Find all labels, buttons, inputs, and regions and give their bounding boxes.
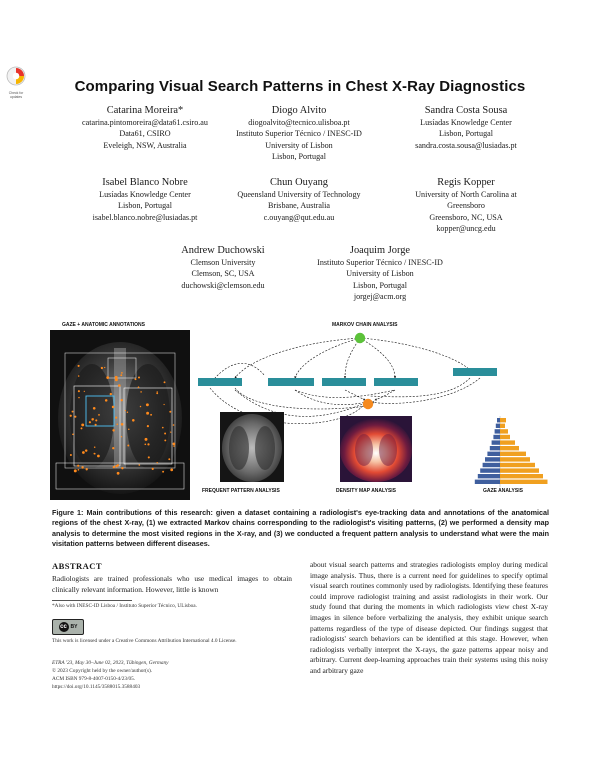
footnote: *Also with INESC-ID Lisboa / Instituto Superior Técnico, ULisboa. <box>52 603 197 609</box>
gaze-bar-blue <box>496 424 500 428</box>
gaze-fixation <box>150 414 152 416</box>
gaze-bar-orange <box>500 418 506 422</box>
abstract-heading: ABSTRACT <box>52 561 102 571</box>
gaze-fixation <box>82 451 85 454</box>
markov-state-node <box>198 378 242 386</box>
author-email[interactable]: diogoalvito@tecnico.ulisboa.pt <box>248 118 350 127</box>
author-location: Lisbon, Portugal <box>439 129 493 139</box>
author-location: Greensboro, NC, USA <box>429 212 503 222</box>
author-block-2 <box>214 104 384 163</box>
gaze-fixation <box>168 458 170 460</box>
gaze-fixation <box>74 469 77 472</box>
gaze-fixation <box>164 439 166 441</box>
gaze-fixation <box>163 404 164 405</box>
author-location: Brisbane, Australia <box>267 201 331 211</box>
author-location: Lisbon, Portugal <box>118 201 172 211</box>
gaze-fixation <box>121 399 123 401</box>
gaze-fixation <box>112 406 115 409</box>
gaze-fixation <box>121 436 122 437</box>
author-affiliation: University of North Carolina at <box>415 190 517 199</box>
author-block-8 <box>295 244 465 303</box>
gaze-bar-orange <box>500 468 539 472</box>
gaze-bar-blue <box>480 468 500 472</box>
gaze-fixation <box>162 427 164 429</box>
venue-line: ETRA '23, May 30–June 02, 2023, Tübingen, Germany <box>52 660 169 666</box>
gaze-fixation <box>121 467 123 469</box>
gaze-fixation <box>118 384 121 387</box>
gaze-fixation <box>170 469 173 472</box>
gaze-bar-blue <box>495 429 500 433</box>
gaze-fixation <box>135 378 137 380</box>
gaze-fixation <box>70 454 72 456</box>
gaze-fixation <box>138 376 140 378</box>
gaze-fixation <box>94 453 96 455</box>
markov-state-node <box>268 378 314 386</box>
gaze-bar-orange <box>500 452 526 456</box>
gaze-fixation <box>106 376 109 379</box>
gaze-fixation <box>101 367 103 369</box>
author-location: Eveleigh, NSW, Australia <box>103 140 187 150</box>
author-email[interactable]: duchowski@clemson.edu <box>181 280 265 290</box>
gaze-fixation <box>78 365 80 367</box>
gaze-bar-blue <box>483 463 500 467</box>
gaze-fixation <box>146 403 149 406</box>
gaze-analysis-barchart <box>475 416 548 487</box>
author-name: Catarina Moreira* <box>106 105 184 116</box>
author-name: Joaquim Jorge <box>349 245 411 256</box>
author-email[interactable]: sandra.costa.sousa@lusiadas.pt <box>415 140 517 150</box>
author-email[interactable]: catarina.pintomoreira@data61.csiro.au <box>82 118 208 127</box>
gaze-fixation <box>147 443 149 445</box>
author-affiliation: Data61, CSIRO <box>119 129 171 139</box>
markov-end-node <box>363 399 373 409</box>
gaze-fixation <box>94 447 95 448</box>
figure-graphic <box>50 318 550 502</box>
gaze-fixation <box>77 465 79 467</box>
markov-state-node <box>374 378 418 386</box>
author-location: Lisbon, Portugal <box>353 280 407 290</box>
gaze-fixation <box>81 423 84 426</box>
teaser-figure <box>50 318 550 502</box>
gaze-bar-blue <box>497 418 500 422</box>
author-name: Andrew Duchowski <box>181 245 265 256</box>
abstract-right-text: about visual search patterns and strategies radiologists employ during medical image analysis. Thus, there is a current need for guidelines to specify optimal visual search routines commonly used by radiologists. Identifying these features could improve radiologist training and assist radiologists in their work. Our study found that during the moments in which radiologists view chest X-ray images in silence before verbalizing the analysis, they exhibit unique search patterns regardless of the type of disease depicted. Our findings suggest that radiologists' search behaviors can be identified at this stage. However, when radiologists verbally interpret the X-rays, the gaze patterns appear noisy and arbitrary. Current deep-learning approaches train their systems using this noisy and arbitrary gaze <box>310 560 548 675</box>
gaze-bar-blue <box>490 446 500 450</box>
gaze-fixation <box>84 391 85 392</box>
gaze-fixation <box>74 416 76 418</box>
figure-caption: Figure 1: Main contributions of this research: given a dataset containing a radiologist's eye-tracking data and annotations of the anatomical regions of the chest X-ray, (1) we extracted Markov chains corresponding to the radiologist's visiting patterns, (2) we performed a density map analysis to determine the most visited regions in the X-ray, and (3) we conducted a frequent pattern analysis to understand what were the main visitation patterns between different diseases. <box>52 508 549 549</box>
author-block-4 <box>60 176 230 223</box>
gaze-fixation <box>148 456 150 458</box>
gaze-fixation <box>72 411 74 413</box>
gaze-fixation <box>104 367 105 368</box>
gaze-fixation <box>157 391 158 392</box>
author-university: University of Lisbon <box>346 269 414 279</box>
author-affiliation: Instituto Superior Técnico / INESC-ID <box>317 258 443 267</box>
cc-icon: cc <box>60 624 67 630</box>
gaze-fixation <box>127 412 128 413</box>
gaze-bar-orange <box>500 435 510 439</box>
gaze-fixation <box>110 393 112 395</box>
gaze-fixation <box>113 466 115 468</box>
author-block-6 <box>381 176 551 235</box>
gaze-fixation <box>70 415 72 417</box>
author-block-7 <box>138 244 308 291</box>
gaze-fixation <box>115 465 118 468</box>
gaze-fixation <box>95 419 97 421</box>
gaze-fixation <box>112 447 114 449</box>
author-affiliation: Lusíadas Knowledge Center <box>420 118 512 127</box>
gaze-fixation <box>156 392 158 394</box>
gaze-fixation <box>81 427 83 429</box>
by-icon: BY <box>70 624 78 630</box>
isbn-line: ACM ISBN 979-8-4007-0150-4/23/05. <box>52 676 136 682</box>
author-university: University of Lisbon <box>265 140 333 150</box>
markov-state-node <box>322 378 366 386</box>
gaze-fixation <box>81 466 83 468</box>
gaze-fixation <box>173 443 176 446</box>
gaze-fixation <box>127 445 129 447</box>
gaze-fixation <box>156 462 157 463</box>
panel-label-gaze: GAZE + ANATOMIC ANNOTATIONS <box>62 322 146 328</box>
gaze-fixation <box>72 433 74 435</box>
gaze-bar-orange <box>500 440 515 444</box>
author-affiliation: Instituto Superior Técnico / INESC-ID <box>236 129 362 139</box>
author-block-1 <box>60 104 230 151</box>
gaze-bar-orange <box>500 446 519 450</box>
author-affiliation-2: Greensboro <box>447 201 485 211</box>
gaze-bar-orange <box>500 457 530 461</box>
gaze-fixation <box>98 414 100 416</box>
badge-label: Check for updates <box>8 91 24 99</box>
gaze-fixation <box>125 410 126 411</box>
gaze-fixation <box>169 411 171 413</box>
gaze-bar-orange <box>500 480 548 484</box>
doi-link[interactable]: https://doi.org/10.1145/3588015.3588403 <box>52 684 141 690</box>
license-text: This work is licensed under a Creative Commons Attribution International 4.0 License. <box>52 638 237 644</box>
author-affiliation: Queensland University of Technology <box>237 190 361 199</box>
gaze-fixation <box>145 438 148 441</box>
markov-start-node <box>355 333 365 343</box>
gaze-fixation <box>138 464 140 466</box>
gaze-bar-blue <box>475 480 500 484</box>
author-email[interactable]: jorgej@acm.org <box>353 292 407 302</box>
author-email[interactable]: isabel.blanco.nobre@lusiadas.pt <box>92 212 198 222</box>
abstract-left-text: Radiologists are trained professionals who use medical images to obtain clinically relevant information. However, little is known <box>52 574 292 594</box>
markov-state-node <box>453 368 497 376</box>
gaze-fixation <box>95 424 97 426</box>
author-location: Lisbon, Portugal <box>272 152 326 162</box>
gaze-bar-blue <box>485 457 500 461</box>
gaze-fixation <box>93 407 96 410</box>
gaze-bar-orange <box>500 463 535 467</box>
gaze-fixation <box>173 445 174 446</box>
author-name: Regis Kopper <box>437 177 495 188</box>
gaze-fixation <box>120 374 122 376</box>
gaze-fixation <box>112 429 114 431</box>
gaze-bar-orange <box>500 429 508 433</box>
gaze-bar-blue <box>478 474 500 478</box>
author-email[interactable]: kopper@uncg.edu <box>436 224 496 234</box>
gaze-fixation <box>97 455 100 458</box>
gaze-fixation <box>164 433 166 435</box>
gaze-fixation <box>78 375 80 377</box>
gaze-fixation <box>164 381 166 383</box>
gaze-fixation <box>162 471 164 473</box>
gaze-fixation <box>146 412 149 415</box>
gaze-fixation <box>105 399 108 402</box>
author-name: Sandra Costa Sousa <box>424 105 508 116</box>
gaze-fixation <box>121 423 124 426</box>
gaze-fixation <box>173 424 175 426</box>
author-affiliation: Clemson University <box>190 258 256 267</box>
panel-label-frequent: FREQUENT PATTERN ANALYSIS <box>202 488 280 494</box>
gaze-fixation <box>121 372 123 374</box>
panel-label-gaze-analysis: GAZE ANALYSIS <box>483 488 523 494</box>
gaze-fixation <box>152 468 154 470</box>
gaze-fixation <box>78 469 80 471</box>
gaze-fixation <box>117 472 120 475</box>
gaze-fixation <box>86 468 88 470</box>
gaze-fixation <box>140 391 142 393</box>
gaze-fixation <box>115 376 118 379</box>
author-name: Isabel Blanco Nobre <box>102 177 188 188</box>
footnote-rule <box>52 600 132 601</box>
author-affiliation: Lusíadas Knowledge Center <box>99 190 191 199</box>
gaze-fixation <box>140 406 142 408</box>
gaze-fixation <box>147 425 149 427</box>
gaze-fixation <box>138 386 140 388</box>
paper-title: Comparing Visual Search Patterns in Chest X-Ray Diagnostics <box>74 78 526 95</box>
gaze-fixation <box>93 418 94 419</box>
gaze-fixation <box>78 390 80 392</box>
gaze-bar-blue <box>492 440 500 444</box>
gaze-fixation <box>116 423 118 425</box>
author-location: Clemson, SC, USA <box>191 269 255 279</box>
gaze-fixation <box>132 419 135 422</box>
author-block-3 <box>381 104 551 151</box>
gaze-bar-orange <box>500 474 543 478</box>
author-block-5 <box>214 176 384 223</box>
panel-label-density: DENSITY MAP ANALYSIS <box>336 488 397 494</box>
gaze-fixation <box>85 449 87 451</box>
author-name: Diogo Alvito <box>271 105 327 116</box>
gaze-fixation <box>115 417 117 419</box>
cc-license-badge[interactable] <box>52 619 84 635</box>
gaze-bar-blue <box>493 435 500 439</box>
gaze-fixation <box>78 397 79 398</box>
author-name: Chun Ouyang <box>269 177 328 188</box>
gaze-fixation <box>144 443 146 445</box>
copyright-line: © 2023 Copyright held by the owner/author(s). <box>52 668 153 674</box>
author-email[interactable]: c.ouyang@qut.edu.au <box>263 212 335 222</box>
gaze-fixation <box>170 431 171 432</box>
markov-chain-diagram <box>198 333 497 424</box>
gaze-bar-blue <box>487 452 500 456</box>
gaze-fixation <box>128 429 130 431</box>
panel-label-markov: MARKOV CHAIN ANALYSIS <box>332 322 398 328</box>
gaze-fixation <box>89 421 91 423</box>
gaze-bar-orange <box>500 424 505 428</box>
